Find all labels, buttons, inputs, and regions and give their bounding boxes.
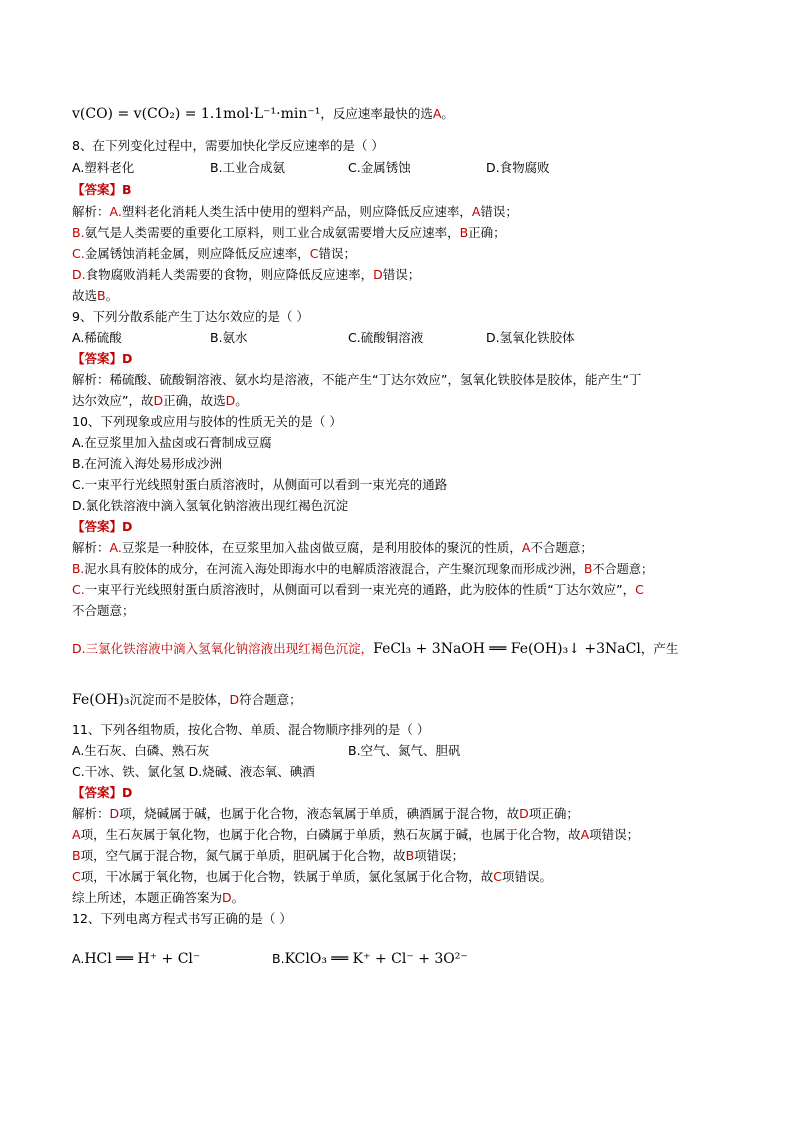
q8-option-c: C.金属锈蚀	[348, 160, 411, 175]
q9-analysis-line2	[72, 392, 248, 410]
q11-l4-ref: C	[72, 869, 81, 884]
q8-analysis-d-tail: 错误；	[382, 267, 421, 282]
q10-a4-tail: ，产生	[640, 641, 679, 656]
q11-l2-ref2: A	[580, 827, 590, 842]
q12-option-a-formula: HCl ══ H⁺ + Cl⁻	[84, 951, 201, 967]
q10-a4-formula: FeCl₃ + 3NaOH ══ Fe(OH)₃↓ +3NaCl	[373, 641, 641, 657]
q10-a1-ref: A.	[109, 540, 122, 555]
q8-analysis-b-text: 氨气是人类需要的重要化工原料，则工业合成氨需要增大反应速率，	[84, 225, 460, 240]
q11-l2-text: 项，生石灰属于氧化物，也属于化合物，白磷属于单质，熟石灰属于碱，也属于化合物，故	[80, 827, 581, 842]
q8-analysis-prefix: 解析：	[72, 204, 110, 219]
q8-analysis-a	[72, 203, 518, 221]
q11-analysis-d	[72, 805, 579, 823]
q9-analysis2-pre: 达尔效应”，故	[72, 393, 154, 408]
q11-analysis-b	[72, 847, 464, 865]
q11-l1-ref2: D	[519, 806, 529, 821]
q11-l1-pre: 解析：	[72, 806, 110, 821]
q8-analysis-b-ref: B.	[72, 225, 85, 240]
q8-analysis-d-text: 食物腐败消耗人类需要的食物，则应降低反应速率，	[85, 267, 374, 282]
q10-a2-tail: 不合题意；	[592, 562, 654, 576]
q10-a2-ref: B.	[72, 562, 85, 576]
q12-option-a	[72, 950, 200, 968]
q10-a5-tail: 符合题意；	[239, 692, 302, 707]
q11-l5-ref: D	[222, 890, 232, 905]
q10-a1-pre: 解析：	[72, 540, 110, 555]
q11-option-b: B.空气、氮气、胆矾	[348, 743, 461, 758]
q8-conclusion-end: 。	[105, 288, 119, 303]
q8-stem: 8、在下列变化过程中，需要加快化学反应速率的是（ ）	[72, 138, 384, 153]
q10-analysis-d-cont	[72, 691, 302, 709]
q10-a5-formula: Fe(OH)₃	[72, 692, 130, 708]
lead-text: ，反应速率最快的选	[320, 106, 433, 121]
q8-conclusion-pre: 故选	[72, 288, 98, 303]
q8-analysis-a-text: 塑料老化消耗人类生活中使用的塑料产品，则应降低反应速率，	[121, 204, 472, 219]
q11-analysis-c	[72, 868, 552, 886]
q8-analysis-d-ref: D.	[72, 267, 86, 282]
q11-answer: 【答案】D	[72, 785, 133, 800]
q8-analysis-a-ref: A.	[109, 204, 122, 219]
q10-option-d: D.氯化铁溶液中滴入氢氧化钠溶液出现红褐色沉淀	[72, 498, 349, 513]
q8-analysis-c	[72, 245, 356, 263]
q9-answer: 【答案】D	[72, 351, 133, 366]
q10-option-a: A.在豆浆里加入盐卤或石膏制成豆腐	[72, 435, 272, 450]
q11-summary	[72, 889, 244, 907]
q9-analysis2-ref2: D	[225, 393, 236, 408]
q11-option-cd: C.干冰、铁、氯化氢 D.烧碱、液态氧、碘酒	[72, 764, 315, 779]
lead-ref: A	[432, 106, 442, 121]
q8-conclusion-ref: B	[97, 288, 106, 303]
q10-stem: 10、下列现象或应用与胶体的性质无关的是（ ）	[72, 414, 342, 429]
q8-analysis-a-tail: 错误；	[480, 204, 518, 219]
q10-a3-ref2: C	[635, 582, 644, 597]
q10-a4-text: 三氯化铁溶液中滴入氢氧化钠溶液出现红褐色沉淀，	[85, 641, 374, 656]
q11-l4-ref2: C	[493, 869, 502, 884]
q10-analysis-c-cont: 不合题意；	[72, 603, 135, 618]
q10-analysis-a	[72, 539, 593, 557]
q11-l3-text: 项，空气属于混合物，氮气属于单质，胆矾属于化合物，故	[80, 848, 406, 863]
q8-analysis-c-ref2: C	[309, 246, 319, 261]
q10-a5-ref: D	[229, 692, 240, 707]
q11-l1-ref: D	[109, 806, 120, 821]
q9-stem: 9、下列分散系能产生丁达尔效应的是（ ）	[72, 309, 309, 324]
lead-formula: v(CO) = v(CO₂) = 1.1mol·L⁻¹·min⁻¹	[72, 106, 321, 122]
q8-answer: 【答案】B	[72, 182, 132, 197]
q9-analysis2-ref: D	[153, 393, 164, 408]
q10-a1-text: 豆浆是一种胶体，在豆浆里加入盐卤做豆腐，是利用胶体的聚沉的性质，	[121, 540, 522, 555]
q8-option-a: A.塑料老化	[72, 160, 135, 175]
q11-l5-text: 综上所述，本题正确答案为	[72, 890, 223, 905]
q8-analysis-d-ref2: D	[373, 267, 383, 282]
q11-l1-text: 项，烧碱属于碱，也属于化合物，液态氧属于单质，碘酒属于混合物，故	[119, 806, 520, 821]
q9-analysis-line1: 解析：稀硫酸、硫酸铜溶液、氨水均是溶液，不能产生“丁达尔效应”，氢氧化铁胶体是胶体，能产生“丁	[72, 372, 642, 387]
q8-option-d: D.食物腐败	[486, 160, 550, 175]
q12-option-b-label: B.	[272, 951, 285, 966]
q10-a3-text: 一束平行光线照射蛋白质溶液时，从侧面可以看到一束光亮的通路，此为胶体的性质“丁达尔效应”，	[84, 582, 636, 597]
q8-analysis-c-ref: C.	[72, 246, 85, 261]
q9-option-c: C.硫酸铜溶液	[348, 330, 424, 345]
q8-option-b: B.工业合成氨	[210, 160, 286, 175]
q10-a3-ref: C.	[72, 582, 85, 597]
q12-stem: 12、下列电离方程式书写正确的是（ ）	[72, 911, 292, 926]
q8-analysis-b	[72, 224, 506, 242]
q10-analysis-c	[72, 581, 644, 599]
q9-analysis2-end: 。	[235, 393, 248, 408]
q10-a5-text: 沉淀而不是胶体，	[129, 692, 230, 707]
q10-a4-ref: D.	[72, 641, 86, 656]
q8-conclusion	[72, 287, 118, 305]
q10-analysis-d	[72, 640, 678, 658]
q11-l2-ref: A	[72, 827, 81, 842]
q8-analysis-c-tail: 错误；	[318, 246, 356, 261]
q9-option-b: B.氨水	[210, 330, 248, 345]
q8-analysis-b-ref2: B	[459, 225, 469, 240]
q10-a1-tail: 不合题意；	[530, 540, 593, 555]
q8-analysis-b-tail: 正确；	[468, 225, 506, 240]
q10-option-b: B.在河流入海处易形成沙洲	[72, 456, 223, 471]
q11-l5-end: 。	[231, 890, 245, 905]
q11-l3-tail: 项错误；	[414, 848, 465, 863]
lead-line	[72, 105, 454, 123]
q10-a1-ref2: A	[521, 540, 531, 555]
q11-l3-ref: B	[72, 848, 81, 863]
q10-answer: 【答案】D	[72, 519, 133, 534]
q12-option-a-label: A.	[72, 951, 85, 966]
q11-l3-ref2: B	[405, 848, 415, 863]
q9-analysis2-mid: 正确，故选	[163, 393, 226, 408]
q11-analysis-a	[72, 826, 639, 844]
q11-l4-tail: 项错误。	[501, 869, 552, 884]
q10-option-c: C.一束平行光线照射蛋白质溶液时，从侧面可以看到一束光亮的通路	[72, 477, 448, 492]
q12-option-b	[272, 950, 468, 968]
q9-option-a: A.稀硫酸	[72, 330, 122, 345]
q11-l4-text: 项，干冰属于氧化物，也属于化合物，铁属于单质，氯化氢属于化合物，故	[80, 869, 494, 884]
q11-option-a: A.生石灰、白磷、熟石灰	[72, 743, 210, 758]
q11-stem: 11、下列各组物质，按化合物、单质、混合物顺序排列的是（ ）	[72, 722, 430, 737]
q8-analysis-d	[72, 266, 420, 284]
q11-l1-tail: 项正确；	[528, 806, 579, 821]
q9-option-d: D.氢氧化铁胶体	[486, 330, 575, 345]
q8-analysis-c-text: 金属锈蚀消耗金属，则应降低反应速率，	[84, 246, 310, 261]
q8-analysis-a-ref2: A	[471, 204, 481, 219]
q11-l2-tail: 项错误；	[589, 827, 640, 842]
q10-a2-ref2: B	[583, 562, 593, 576]
lead-end: 。	[441, 106, 454, 121]
q10-analysis-b	[72, 560, 653, 578]
q12-option-b-formula: KClO₃ ══ K⁺ + Cl⁻ + 3O²⁻	[284, 951, 468, 967]
q10-a2-text: 泥水具有胶体的成分，在河流入海处即海水中的电解质溶液混合，产生聚沉现象而形成沙洲，	[84, 562, 584, 576]
